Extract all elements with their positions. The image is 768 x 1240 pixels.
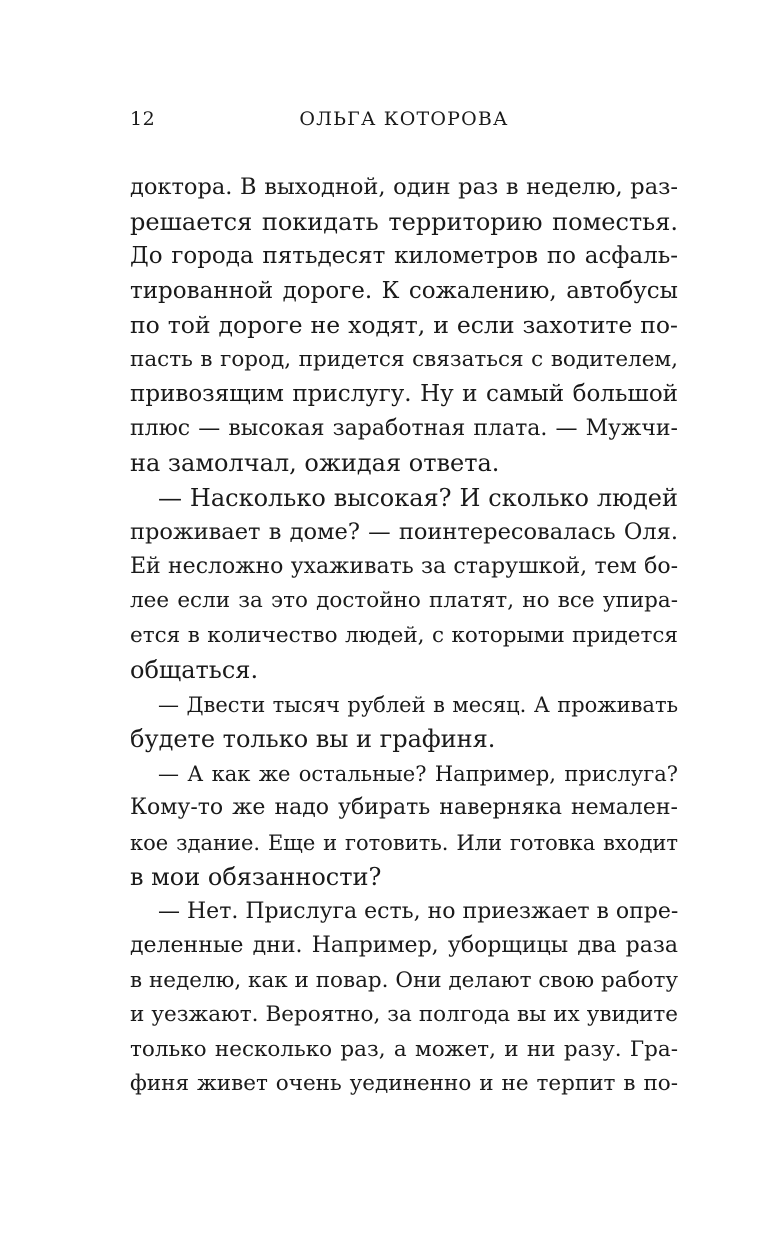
page-number: 12: [130, 108, 156, 130]
text-line: доктора. В выходной, один раз в неделю, раз-: [130, 174, 678, 200]
text-line: решается покидать территорию поместья.: [130, 207, 678, 236]
text-line: и уезжают. Вероятно, за полгода вы их увидите: [130, 1002, 678, 1027]
text-line: — А как же остальные? Например, прислуга?: [158, 761, 678, 786]
text-line: в мои обязанности?: [130, 863, 382, 891]
text-line: по той дороге не ходят, и если захотите по-: [130, 311, 678, 339]
text-line: плюс — высокая заработная плата. — Мужчи-: [130, 415, 678, 441]
text-line: проживает в доме? — поинтересовалась Оля.: [130, 519, 678, 545]
text-line: пасть в город, придется связаться с водителем,: [130, 346, 678, 372]
running-title: ОЛЬГА КОТОРОВА: [299, 108, 509, 130]
text-line: Кому-то же надо убирать наверняка немален-: [130, 795, 678, 820]
text-line: будете только вы и графиня.: [130, 725, 496, 753]
text-line: — Насколько высокая? И сколько людей: [158, 483, 678, 512]
text-line: финя живет очень уединенно и не терпит в по-: [130, 1071, 678, 1096]
text-line: привозящим прислугу. Ну и самый большой: [130, 381, 678, 407]
text-line: в неделю, как и повар. Они делают свою работу: [130, 967, 678, 993]
body-text: [130, 170, 678, 1102]
text-line: До города пятьдесят километров по асфаль-: [130, 243, 678, 269]
text-line: на замолчал, ожидая ответа.: [130, 449, 500, 477]
text-line: ется в количество людей, с которыми придется: [130, 622, 678, 648]
text-line: тированной дороге. К сожалению, автобусы: [130, 277, 678, 304]
text-line: — Нет. Прислуга есть, но приезжает в опре-: [158, 898, 679, 924]
running-header: [130, 108, 678, 136]
text-line: деленные дни. Например, уборщицы два раза: [130, 933, 678, 958]
text-line: только несколько раз, а может, и ни разу. Гра-: [130, 1036, 678, 1062]
text-line: общаться.: [130, 656, 259, 684]
text-line: — Двести тысяч рублей в месяц. А проживать: [158, 692, 678, 717]
text-line: кое здание. Еще и готовить. Или готовка входит: [130, 830, 678, 855]
text-line: Ей несложно ухаживать за старушкой, тем бо-: [130, 553, 678, 579]
text-line: лее если за это достойно платят, но все упира-: [130, 588, 678, 613]
